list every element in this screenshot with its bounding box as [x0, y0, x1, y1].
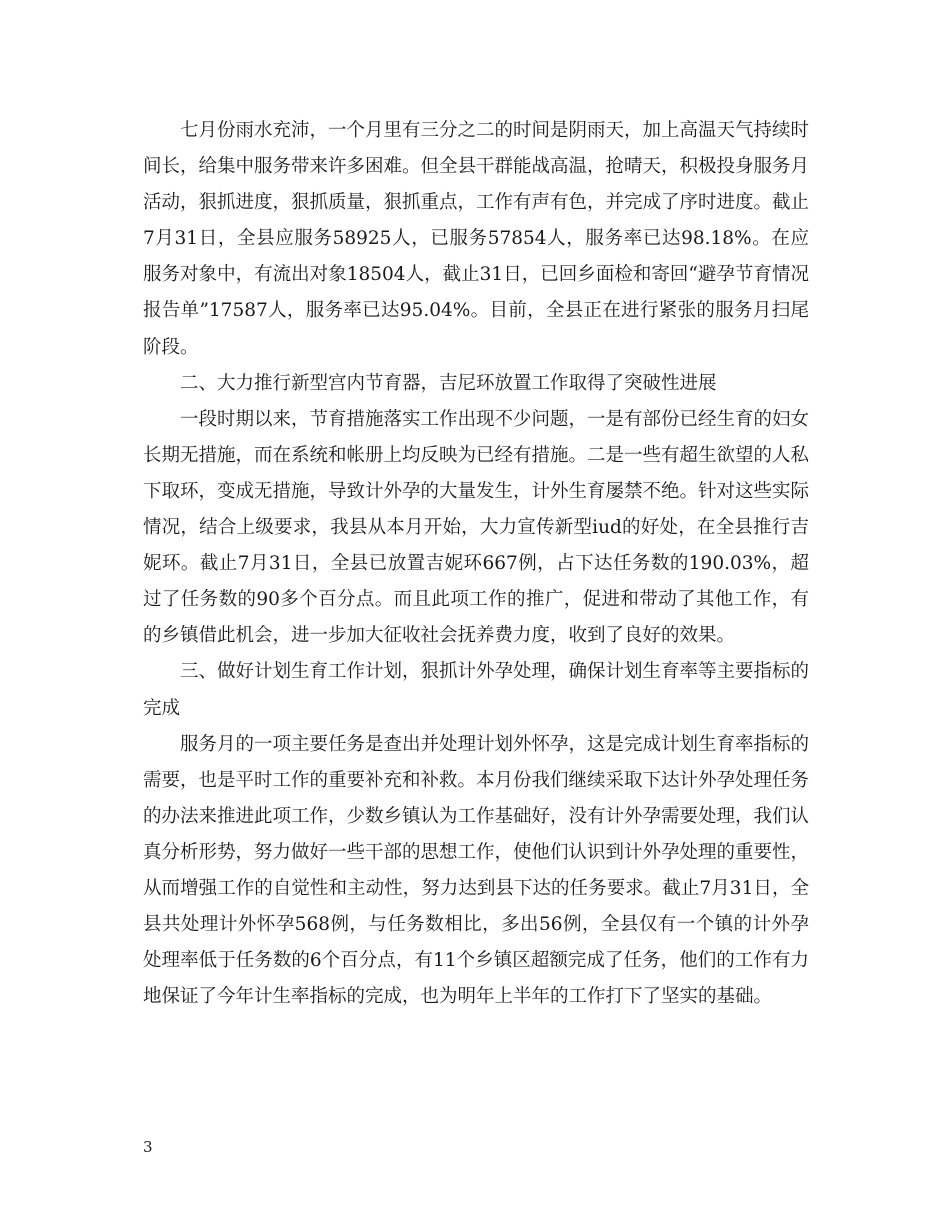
paragraph-unplanned-pregnancy: 服务月的一项主要任务是查出并处理计划外怀孕，这是完成计划生育率指标的需要，也是平时工作的重要补充和补救。本月份我们继续采取下达计外孕处理任务的办法来推进此项工作，少数乡镇认为工作基础好，没有计外孕需要处理，我们认真分析形势，努力做好一些干部的思想工作，使他们认识到计外孕处理的重要性，从而增强工作的自觉性和主动性，努力达到县下达的任务要求。截止7月31日，全县共处理计外怀孕568例，与任务数相比，多出56例，全县仅有一个镇的计外孕处理率低于任务数的6个百分点，有11个乡镇区超额完成了任务，他们的工作有力地保证了今年计生率指标的完成，也为明年上半年的工作打下了坚实的基础。 — [143, 733, 810, 1008]
section-heading-unplanned-pregnancy: 三、做好计划生育工作计划，狠抓计外孕处理，确保计划生育率等主要指标的完成 — [143, 661, 810, 719]
paragraph-service-month-progress: 七月份雨水充沛，一个月里有三分之二的时间是阴雨天，加上高温天气持续时间长，给集中服务带来许多困难。但全县干群能战高温，抢晴天，积极投身服务月活动，狠抓进度，狠抓质量，狠抓重点，工作有声有色，并完成了序时进度。截止7月31日，全县应服务58925人，已服务57854人，服务率已达98.18%。在应服务对象中，有流出对象18504人，截止31日，已回乡面检和寄回“避孕节育情况报告单”17587人，服务率已达95.04%。目前，全县正在进行紧张的服务月扫尾阶段。 — [143, 120, 810, 358]
page-number: 3 — [143, 1138, 153, 1156]
document-body — [143, 113, 809, 1015]
section-heading-iud-promotion: 二、大力推行新型宫内节育器，吉尼环放置工作取得了突破性进展 — [180, 372, 717, 394]
paragraph-iud-promotion: 一段时期以来，节育措施落实工作出现不少问题，一是有部份已经生育的妇女长期无措施，而在系统和帐册上均反映为已经有措施。二是一些有超生欲望的人私下取环，变成无措施，导致计外孕的大量发生，计外生育屡禁不绝。针对这些实际情况，结合上级要求，我县从本月开始，大力宣传新型iud的好处，在全县推行吉妮环。截止7月31日，全县已放置吉妮环667例，占下达任务数的190.03%，超过了任务数的90多个百分点。而且此项工作的推广，促进和带动了其他工作，有的乡镇借此机会，进一步加大征收社会抚养费力度，收到了良好的效果。 — [143, 408, 810, 647]
